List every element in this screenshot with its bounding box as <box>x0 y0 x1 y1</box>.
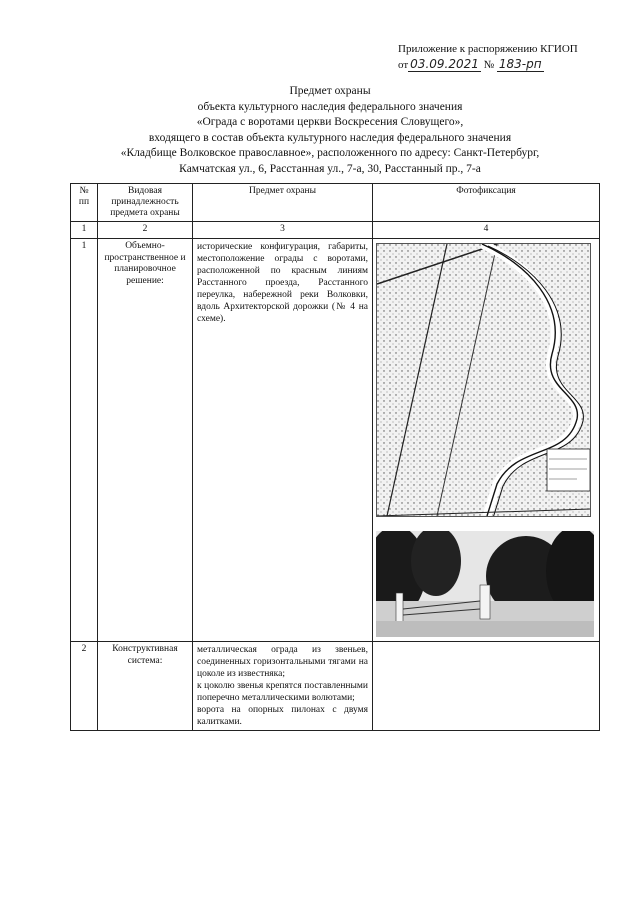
title-line-5: «Кладбище Волковское православное», расположенного по адресу: Санкт-Петербург, <box>120 147 540 159</box>
col-number: 2 <box>98 222 193 239</box>
title-line-3: «Ограда с воротами церкви Воскресения Словущего», <box>196 116 464 128</box>
col-number: 3 <box>193 222 373 239</box>
handwritten-date: 03.09.2021 <box>410 57 479 71</box>
protection-table <box>70 183 600 731</box>
table-row <box>71 642 600 731</box>
document-header <box>398 42 618 72</box>
row-photos <box>373 239 600 642</box>
number-label: № <box>483 59 495 71</box>
column-number-row <box>71 222 600 239</box>
col-number: 4 <box>373 222 600 239</box>
row-photos-empty <box>373 642 600 731</box>
title-line-1: Предмет охраны <box>289 85 371 97</box>
header-photo: Фотофиксация <box>373 184 600 222</box>
table-header-row <box>71 184 600 222</box>
row-subject: исторические конфигурация, габариты, местоположение ограды с воротами, расположенной по красным линиям Расстанного проезда, Расстанного переулка, набережной реки Волковки, вдоль Архитекторской дорожки (№ 4 на схеме). <box>193 239 373 642</box>
header-line-2 <box>398 57 618 72</box>
photo-drawing <box>376 531 594 637</box>
gate-photo-image <box>376 531 594 637</box>
row-subject <box>193 642 373 731</box>
row-num: 1 <box>71 239 98 642</box>
header-num: № пп <box>71 184 98 222</box>
table-row <box>71 239 600 642</box>
col-number: 1 <box>71 222 98 239</box>
document-title <box>60 84 600 177</box>
subject-paragraph: ворота на опорных пилонах с двумя калитками. <box>197 705 368 727</box>
subject-paragraph: металлическая ограда из звеньев, соединенных горизонтальными тягами на цоколе из известняка; <box>197 645 368 679</box>
handwritten-number: 183-рп <box>498 57 542 71</box>
row-category: Объемно-пространственное и планировочное решение: <box>98 239 193 642</box>
subject-paragraph: к цоколю звенья крепятся поставленными поперечно металлическими волютами; <box>197 681 368 703</box>
header-subject: Предмет охраны <box>193 184 373 222</box>
title-line-2: объекта культурного наследия федерального значения <box>197 100 463 113</box>
header-line-1: Приложение к распоряжению КГИОП <box>398 43 578 55</box>
map-drawing <box>377 244 590 516</box>
row-category: Конструктивная система: <box>98 642 193 731</box>
title-line-6: Камчатская ул., 6, Расстанная ул., 7-а, 30, Расстанный пр., 7-а <box>179 162 481 175</box>
from-label: от <box>398 59 409 71</box>
title-line-4: входящего в состав объекта культурного наследия федерального значения <box>148 131 512 144</box>
site-map-image <box>376 243 591 517</box>
header-category: Видовая принадлежность предмета охраны <box>98 184 193 222</box>
row-num: 2 <box>71 642 98 731</box>
